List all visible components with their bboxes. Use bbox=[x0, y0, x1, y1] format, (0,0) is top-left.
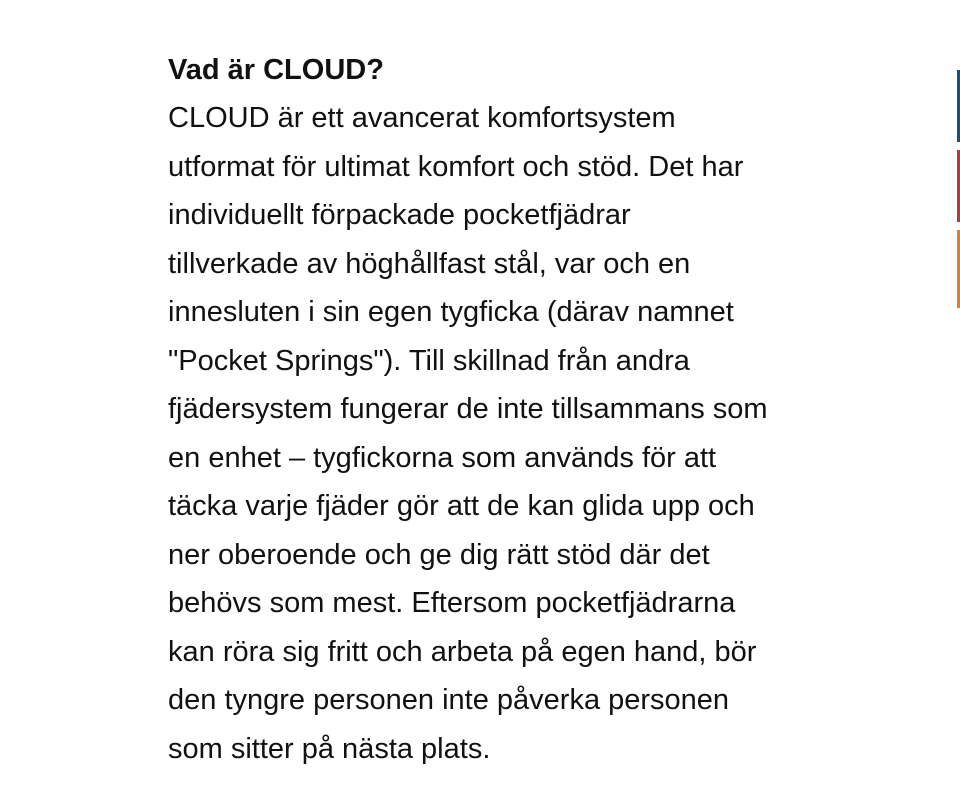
article bbox=[168, 46, 888, 773]
body-line: fjädersystem fungerar de inte tillsammans som bbox=[168, 393, 768, 425]
body-line: tillverkade av höghållfast stål, var och en bbox=[168, 247, 691, 280]
body-line: täcka varje fjäder gör att de kan glida upp och bbox=[168, 490, 755, 522]
body-line: individuellt förpackade pocketfjädrar bbox=[168, 199, 631, 231]
body-line: som sitter på nästa plats. bbox=[168, 732, 491, 765]
body-line: "Pocket Springs"). Till skillnad från andra bbox=[168, 344, 690, 377]
body-line: den tyngre personen inte påverka personen bbox=[168, 684, 730, 716]
body-line: utformat för ultimat komfort och stöd. Det har bbox=[168, 150, 744, 183]
article-title: Vad är CLOUD? bbox=[168, 54, 384, 86]
body-line: en enhet – tygfickorna som används för att bbox=[168, 441, 717, 474]
body-line: behövs som mest. Eftersom pocketfjädrarna bbox=[168, 587, 736, 619]
body-line: CLOUD är ett avancerat komfortsystem bbox=[168, 102, 676, 134]
body-line: innesluten i sin egen tygficka (därav namnet bbox=[168, 296, 734, 328]
body-line: ner oberoende och ge dig rätt stöd där det bbox=[168, 538, 710, 571]
body-line: kan röra sig fritt och arbeta på egen hand, bör bbox=[168, 635, 757, 668]
article-body bbox=[168, 94, 888, 773]
